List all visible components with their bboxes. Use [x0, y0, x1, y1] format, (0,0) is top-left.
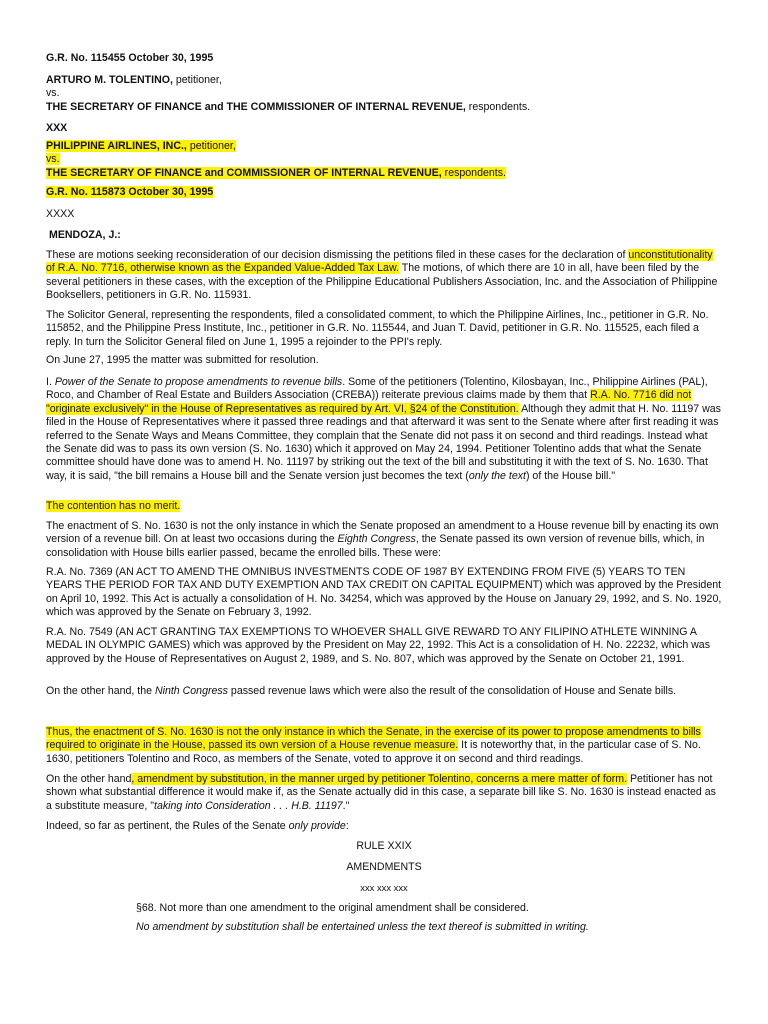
case1-gr-heading: G.R. No. 115455 October 30, 1995	[46, 52, 214, 64]
paragraph-4: I. Power of the Senate to propose amendments to revenue bills. Some of the petitioners (Tolentino, Kilosbayan, Inc., Philippine Airlines (PAL), Roco, and Chamber of Real Estate and Builders Association (CREBA)) reiterate previous claims made by them that R.A. No. 7716 did not "originate exclusively" in the House of Representatives as required by Art. VI, §24 of the Constitution. Although they admit that H. No. 11197 was filed in the House of Representatives where it passed three readings and that afterward it was sent to the Senate where after first reading it was referred to the Senate Ways and Means Committee, they complain that the Senate did not pass it on second and third readings. Instead what the Senate did was to pass its own version (S. No. 1630) which it approved on May 24, 1994. Petitioner Tolentino adds that what the Senate committee should have done was to amend H. No. 11197 by striking out the text of the bill and substituting it with the text of S. No. 1630. That way, it is said, "the bill remains a House bill and the Senate version just becomes the text (only the text) of the House bill."	[46, 376, 721, 482]
rule-section-68: §68. Not more than one amendment to the original amendment shall be considered.	[136, 902, 529, 914]
rule-title: RULE XXIX	[356, 840, 412, 852]
case1-vs: vs.	[46, 87, 60, 100]
case2-gr-heading: G.R. No. 115873 October 30, 1995	[46, 186, 214, 198]
paragraph-8: R.A. No. 7549 (AN ACT GRANTING TAX EXEMPTIONS TO WHOEVER SHALL GIVE REWARD TO ANY FILIPINO ATHLETE WINNING A MEDAL IN OLYMPIC GAMES) which was approved by the President on May 22, 1992. This Act is a consolidation of H. No. 22232, which was approved by the House of Representatives on August 2, 1989, and S. No. 807, which was approved by the Senate on October 21, 1991.	[46, 626, 710, 665]
paragraph-12: Indeed, so far as pertinent, the Rules of the Senate only provide:	[46, 820, 349, 832]
case1-caption: ARTURO M. TOLENTINO, petitioner, vs. THE SECRETARY OF FINANCE and THE COMMISSIONER OF INTERNAL REVENUE, respondents.	[46, 74, 722, 114]
paragraph-9: On the other hand, the Ninth Congress passed revenue laws which were also the result of the consolidation of House and Senate bills.	[46, 685, 677, 697]
paragraph-5: The contention has no merit.	[46, 500, 181, 512]
paragraph-11: On the other hand, amendment by substitution, in the manner urged by petitioner Tolentino, concerns a mere matter of form. Petitioner has not shown what substantial difference it would make if, as the Senate actually did in this case, a separate bill like S. No. 1630 is instead enacted as a substitute measure, "taking into Consideration . . . H.B. 11197."	[46, 773, 716, 812]
case1-petitioner: ARTURO M. TOLENTINO,	[46, 74, 173, 86]
separator-xxx: XXX	[46, 122, 68, 134]
paragraph-6: The enactment of S. No. 1630 is not the only instance in which the Senate proposed an amendment to a House revenue bill by enacting its own version of a revenue bill. On at least two occasions during the Eighth Congress, the Senate passed its own version of revenue bills, which, in consolidation with House bills earlier passed, became the enrolled bills. These were:	[46, 520, 719, 559]
case2-petitioner: PHILIPPINE AIRLINES, INC.,	[46, 140, 187, 152]
case2-vs: vs.	[46, 153, 60, 166]
rule-separator: xxx xxx xxx	[360, 882, 408, 893]
ponente: MENDOZA, J.:	[49, 229, 121, 241]
paragraph-7: R.A. No. 7369 (AN ACT TO AMEND THE OMNIBUS INVESTMENTS CODE OF 1987 BY EXTENDING FROM FIVE (5) YEARS TO TEN YEARS THE PERIOD FOR TAX AND DUTY EXEMPTION AND TAX CREDIT ON CAPITAL EQUIPMENT) which was approved by the President on April 10, 1992. This Act is actually a consolidation of H. No. 34254, which was approved by the House on January 29, 1992, and S. No. 1920, which was approved by the Senate on February 3, 1992.	[46, 566, 722, 619]
case2-respondent: THE SECRETARY OF FINANCE and COMMISSIONER OF INTERNAL REVENUE,	[46, 166, 442, 179]
rule-note: No amendment by substitution shall be entertained unless the text thereof is submitted in writing.	[136, 921, 589, 933]
paragraph-1: These are motions seeking reconsideration of our decision dismissing the petitions filed in these cases for the declaration of unconstitutionality of R.A. No. 7716, otherwise known as the Expanded Value-Added Tax Law. The motions, of which there are 10 in all, have been filed by the several petitioners in these cases, with the exception of the Philippine Educational Publishers Association, Inc. and the Association of Philippine Booksellers, petitioners in G.R. No. 115931.	[46, 249, 718, 302]
case2-caption: PHILIPPINE AIRLINES, INC., petitioner, vs. THE SECRETARY OF FINANCE and COMMISSIONER OF INTERNAL REVENUE, respondents.	[46, 140, 506, 179]
case1-respondent: THE SECRETARY OF FINANCE and THE COMMISSIONER OF INTERNAL REVENUE,	[46, 100, 466, 113]
paragraph-3: On June 27, 1995 the matter was submitted for resolution.	[46, 354, 319, 366]
paragraph-2: The Solicitor General, representing the respondents, filed a consolidated comment, to which the Philippine Airlines, Inc., petitioner in G.R. No. 115852, and the Philippine Press Institute, Inc., petitioner in G.R. No. 115544, and Juan T. David, petitioner in G.R. No. 115525, each filed a reply. In turn the Solicitor General filed on June 1, 1995 a rejoinder to the PPI's reply.	[46, 309, 709, 348]
rule-subtitle: AMENDMENTS	[346, 861, 422, 873]
separator-xxxx: XXXX	[46, 208, 75, 220]
paragraph-10: Thus, the enactment of S. No. 1630 is not the only instance in which the Senate, in the exercise of its power to propose amendments to bills required to originate in the House, passed its own version of a House revenue measure. It is noteworthy that, in the particular case of S. No. 1630, petitioners Tolentino and Roco, as members of the Senate, voted to approve it on second and third readings.	[46, 726, 701, 765]
